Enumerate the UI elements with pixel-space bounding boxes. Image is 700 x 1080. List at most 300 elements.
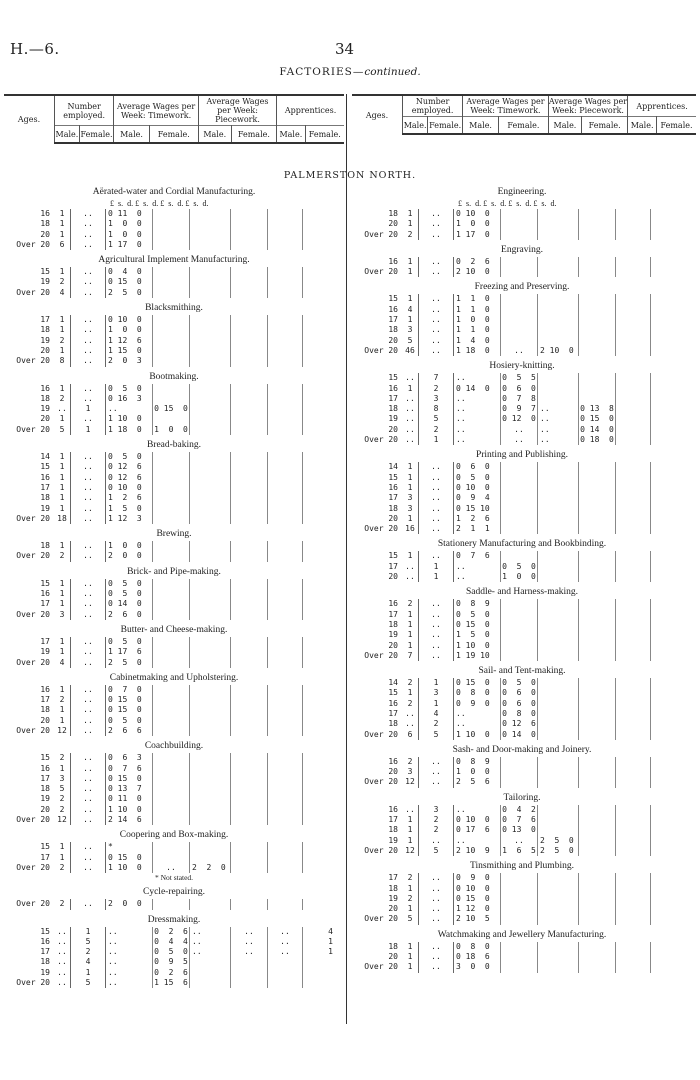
header-female: Female. [582, 117, 628, 135]
industry-title: Tailoring. [503, 792, 541, 803]
piece-wage-male-cell [538, 699, 579, 709]
time-wage-female-cell: 1 15 6 [153, 978, 190, 988]
age-cell: 16 [40, 684, 50, 694]
apprentices-female-cell [303, 336, 333, 346]
apprentices-male-cell [268, 863, 303, 873]
employed-male-cell: .. [54, 927, 71, 937]
apprentices-female-cell [303, 815, 333, 825]
piece-wage-male-cell: .. [538, 425, 579, 435]
piece-wage-female-cell [579, 942, 616, 952]
apprentices-female-cell [651, 846, 681, 856]
apprentices-male-cell [616, 688, 651, 698]
time-wage-female-cell [153, 356, 190, 366]
employed-male-cell: 1 [54, 209, 71, 219]
piece-wage-male-cell [538, 962, 579, 972]
apprentices-male-cell [268, 685, 303, 695]
age-cell: 19 [388, 835, 398, 845]
piece-wage-male-cell [538, 942, 579, 952]
apprentices-female-cell [651, 483, 681, 493]
employed-male-cell: 2 [54, 794, 71, 804]
table-row [352, 346, 692, 356]
piece-wage-female-cell [231, 394, 268, 404]
apprentices-female-cell [651, 219, 681, 229]
employed-male-cell: 2 [54, 805, 71, 815]
apprentices-female-cell [303, 805, 333, 815]
time-wage-female-cell [153, 493, 190, 503]
piece-wage-female-cell [231, 414, 268, 424]
header-male: Male. [55, 126, 80, 144]
apprentices-male-cell [616, 620, 651, 630]
piece-wage-female-cell [579, 825, 616, 835]
industry-title: Tinsmithing and Plumbing. [470, 861, 574, 872]
age-cell: 18 [40, 325, 50, 335]
age-cell: 17 [388, 708, 398, 718]
time-wage-male-cell: 1 18 0 [105, 425, 153, 435]
piece-wage-female-cell [579, 572, 616, 582]
piece-wage-female-cell [579, 325, 616, 335]
header-wages-time: Average Wages per Week: Timework. [114, 95, 199, 126]
table-row [4, 414, 344, 424]
header-male: Male. [198, 126, 231, 144]
industry-title: Freezing and Preserving. [474, 282, 570, 293]
time-wage-male-cell: 2 5 0 [105, 288, 153, 298]
employed-female-cell: 4 [85, 957, 91, 967]
piece-wage-male-cell [190, 579, 231, 589]
piece-wage-male-cell [190, 716, 231, 726]
employed-female-cell: 8 [433, 404, 439, 414]
age-cell: 20 [388, 952, 398, 962]
employed-female-cell: 3 [433, 688, 439, 698]
apprentices-female-cell [303, 726, 333, 736]
apprentices-female-cell [303, 452, 333, 462]
apprentices-female-cell [651, 257, 681, 267]
piece-wage-male-cell [190, 356, 231, 366]
piece-wage-male-cell: .. [538, 414, 579, 424]
time-wage-female-cell [501, 952, 538, 962]
apprentices-male-cell [268, 794, 303, 804]
age-cell: 14 [388, 462, 398, 472]
piece-wage-male-cell [190, 794, 231, 804]
piece-wage-female-cell [231, 483, 268, 493]
employed-female-cell: 5 [85, 978, 91, 988]
apprentices-female-cell [303, 863, 333, 873]
table-row [4, 599, 344, 609]
employed-male-cell: 1 [402, 209, 419, 219]
age-cell: 16 [40, 209, 50, 218]
employed-male-cell: 1 [402, 610, 419, 620]
piece-wage-female-cell [579, 551, 616, 561]
time-wage-female-cell: 0 4 2 [501, 805, 538, 815]
employed-male-cell: 2 [402, 230, 419, 240]
apprentices-female-cell [651, 894, 681, 904]
time-wage-male-cell: 0 7 0 [105, 685, 153, 695]
time-wage-female-cell [153, 647, 190, 657]
time-wage-female-cell [501, 767, 538, 777]
employed-female-cell: .. [431, 229, 441, 239]
age-cell: 15 [40, 926, 50, 936]
employed-male-cell: 1 [402, 315, 419, 325]
time-wage-female-cell: 0 9 5 [153, 957, 190, 967]
age-cell: Over 20 [16, 287, 50, 297]
piece-wage-male-cell [190, 647, 231, 657]
employed-male-cell: .. [402, 394, 419, 404]
employed-male-cell: 1 [54, 346, 71, 356]
age-cell: 18 [40, 784, 50, 794]
employed-female-cell: .. [83, 705, 93, 715]
employed-female-cell: .. [83, 609, 93, 619]
table-row [4, 462, 344, 472]
employed-female-cell: .. [431, 335, 441, 345]
time-wage-female-cell [501, 325, 538, 335]
apprentices-male-cell [268, 695, 303, 705]
piece-wage-female-cell [231, 842, 268, 852]
employed-female-cell: .. [83, 239, 93, 249]
employed-female-cell: .. [83, 647, 93, 657]
table-row [352, 757, 692, 767]
apprentices-male-cell [268, 356, 303, 366]
piece-wage-male-cell [190, 219, 231, 229]
piece-wage-female-cell [579, 894, 616, 904]
age-cell: 20 [388, 219, 398, 229]
apprentices-male-cell [616, 336, 651, 346]
age-cell: 18 [40, 393, 50, 403]
table-row [352, 962, 692, 972]
employed-male-cell: 5 [54, 425, 71, 435]
time-wage-male-cell: 2 10 0 [453, 267, 501, 277]
piece-wage-female-cell [579, 483, 616, 493]
table-row [352, 709, 692, 719]
time-wage-female-cell [501, 473, 538, 483]
time-wage-male-cell: 0 15 0 [105, 695, 153, 705]
employed-male-cell: 1 [54, 219, 71, 229]
page-title: FACTORIES—continued. [279, 66, 421, 78]
apprentices-female-cell [303, 551, 333, 561]
apprentices-female-cell [651, 414, 681, 424]
employed-male-cell: 46 [402, 346, 419, 356]
age-cell: 18 [388, 503, 398, 513]
table-row [4, 473, 344, 483]
apprentices-male-cell [268, 968, 303, 978]
piece-wage-female-cell [231, 404, 268, 414]
piece-wage-male-cell [190, 425, 231, 435]
age-cell: 16 [388, 698, 398, 708]
age-cell: 16 [40, 936, 50, 946]
industry-title: Coachbuilding. [144, 741, 204, 752]
industry-title: Sash- and Door-making and Joinery. [452, 744, 592, 755]
piece-wage-female-cell [579, 599, 616, 609]
time-wage-male-cell: 0 14 0 [453, 384, 501, 394]
time-wage-male-cell: 1 2 6 [105, 493, 153, 503]
age-cell: 18 [388, 619, 398, 629]
time-wage-female-cell [501, 599, 538, 609]
apprentices-male-cell [268, 541, 303, 551]
apprentices-female-cell [651, 514, 681, 524]
piece-wage-male-cell [190, 346, 231, 356]
apprentices-female-cell [303, 462, 333, 472]
piece-wage-female-cell [231, 853, 268, 863]
time-wage-male-cell: 0 10 0 [105, 315, 153, 325]
piece-wage-male-cell [190, 514, 231, 524]
apprentices-female-cell [651, 815, 681, 825]
employed-male-cell: .. [402, 572, 419, 582]
table-row [4, 716, 344, 726]
piece-wage-male-cell [538, 873, 579, 883]
employed-male-cell: 1 [402, 630, 419, 640]
time-wage-female-cell [153, 473, 190, 483]
table-row [4, 705, 344, 715]
apprentices-male-cell [616, 524, 651, 534]
piece-wage-male-cell [538, 620, 579, 630]
table-row [352, 315, 692, 325]
apprentices-female-cell [303, 493, 333, 503]
apprentices-male-cell [616, 805, 651, 815]
industry-title: Aërated-water and Cordial Manufacturing. [92, 187, 256, 197]
time-wage-male-cell: 2 10 5 [453, 914, 501, 924]
apprentices-female-cell [303, 425, 333, 435]
piece-wage-male-cell [190, 599, 231, 609]
employed-male-cell: .. [402, 805, 419, 815]
time-wage-female-cell [501, 757, 538, 767]
apprentices-female-cell [303, 774, 333, 784]
table-row [352, 678, 692, 688]
piece-wage-female-cell [231, 336, 268, 346]
industry-title: Stationery Manufacturing and Bookbinding. [437, 539, 607, 550]
apprentices-female-cell [303, 589, 333, 599]
piece-wage-female-cell [579, 873, 616, 883]
employed-male-cell: .. [402, 709, 419, 719]
piece-wage-female-cell [231, 230, 268, 240]
apprentices-female-cell: 1 [328, 936, 333, 946]
header-apprentices: Apprentices. [277, 95, 344, 126]
apprentices-male-cell [616, 846, 651, 856]
time-wage-female-cell [153, 240, 190, 250]
piece-wage-male-cell [538, 267, 579, 277]
employed-male-cell: 12 [402, 777, 419, 787]
table-row [352, 562, 692, 572]
age-cell: Over 20 [364, 524, 398, 534]
time-wage-male-cell: .. [105, 937, 153, 947]
time-wage-female-cell [501, 620, 538, 630]
employed-male-cell: 1 [54, 473, 71, 483]
employed-male-cell: 1 [402, 462, 419, 472]
apprentices-male-cell [616, 730, 651, 740]
employed-male-cell: 1 [54, 853, 71, 863]
apprentices-female-cell [651, 757, 681, 767]
time-wage-male-cell: 0 5 0 [105, 716, 153, 726]
employed-female-cell: .. [83, 578, 93, 588]
age-cell: Over 20 [16, 356, 50, 366]
employed-male-cell: .. [402, 562, 419, 572]
apprentices-female-cell [303, 209, 333, 219]
employed-female-cell: .. [83, 325, 93, 335]
time-wage-female-cell [153, 209, 190, 219]
piece-wage-female-cell [231, 541, 268, 551]
employed-female-cell: .. [431, 524, 441, 534]
piece-wage-female-cell [579, 394, 616, 404]
apprentices-female-cell [303, 978, 333, 988]
time-wage-male-cell: .. [453, 404, 501, 414]
piece-wage-female-cell [231, 579, 268, 589]
piece-wage-female-cell [579, 230, 616, 240]
time-wage-male-cell: 1 0 0 [453, 767, 501, 777]
age-cell: Over 20 [364, 267, 398, 277]
piece-wage-female-cell [579, 294, 616, 304]
time-wage-female-cell [501, 267, 538, 277]
piece-wage-male-cell [538, 884, 579, 894]
piece-wage-male-cell [538, 551, 579, 561]
employed-female-cell: .. [431, 756, 441, 766]
piece-wage-male-cell [190, 705, 231, 715]
apprentices-female-cell [651, 962, 681, 972]
employed-male-cell: 3 [402, 325, 419, 335]
header-female: Female. [499, 117, 549, 135]
employed-female-cell: .. [83, 725, 93, 735]
piece-wage-male-cell [538, 825, 579, 835]
apprentices-female-cell [303, 384, 333, 394]
piece-wage-male-cell [538, 514, 579, 524]
age-cell: 16 [388, 599, 398, 609]
employed-female-cell: .. [431, 472, 441, 482]
piece-wage-female-cell [231, 425, 268, 435]
apprentices-male-cell [616, 394, 651, 404]
time-wage-male-cell: 1 1 0 [453, 325, 501, 335]
age-cell: 17 [388, 873, 398, 883]
table-row [4, 774, 344, 784]
employed-female-cell: .. [83, 599, 93, 609]
table-row [4, 589, 344, 599]
employed-female-cell: 1 [85, 424, 91, 434]
piece-wage-male-cell [190, 209, 231, 219]
header-male: Male. [628, 117, 657, 135]
apprentices-male-cell [268, 647, 303, 657]
apprentices-male-cell [268, 404, 303, 414]
time-wage-female-cell [153, 267, 190, 277]
piece-wage-female-cell: 0 14 0 [579, 425, 616, 435]
employed-male-cell: 1 [402, 688, 419, 698]
age-cell: Over 20 [364, 962, 398, 972]
piece-wage-male-cell [538, 599, 579, 609]
employed-male-cell: 1 [402, 641, 419, 651]
age-cell: 19 [40, 335, 50, 345]
apprentices-female-cell [303, 899, 333, 909]
industry-title: Saddle- and Harness-making. [465, 587, 579, 598]
employed-male-cell: 1 [54, 589, 71, 599]
piece-wage-female-cell [579, 688, 616, 698]
age-cell: 20 [40, 229, 50, 239]
age-cell: Over 20 [364, 845, 398, 855]
apprentices-female-cell [651, 719, 681, 729]
apprentices-male-cell [616, 757, 651, 767]
time-wage-female-cell [153, 219, 190, 229]
age-cell: 19 [388, 630, 398, 640]
time-wage-female-cell [501, 610, 538, 620]
employed-male-cell: 3 [54, 610, 71, 620]
age-cell: Over 20 [16, 609, 50, 619]
time-wage-female-cell [501, 315, 538, 325]
employed-female-cell: 1 [85, 404, 91, 414]
age-cell: 16 [40, 589, 50, 599]
employed-male-cell: .. [402, 414, 419, 424]
piece-wage-male-cell [190, 315, 231, 325]
table-row [352, 688, 692, 698]
time-wage-female-cell [153, 805, 190, 815]
employed-female-cell: .. [83, 852, 93, 862]
apprentices-female-cell [303, 240, 333, 250]
piece-wage-female-cell [231, 551, 268, 561]
employed-male-cell: 1 [402, 942, 419, 952]
employed-male-cell: 2 [54, 394, 71, 404]
employed-female-cell: .. [431, 493, 441, 503]
age-cell: 20 [388, 572, 398, 582]
header-ages: Ages. [4, 95, 55, 143]
apprentices-male-cell [616, 425, 651, 435]
time-wage-male-cell: .. [453, 562, 501, 572]
apprentices-female-cell [303, 685, 333, 695]
employed-male-cell: 1 [402, 620, 419, 630]
apprentices-female-cell [303, 716, 333, 726]
piece-wage-female-cell [579, 315, 616, 325]
apprentices-female-cell [651, 641, 681, 651]
table-row [352, 336, 692, 346]
table-row [352, 952, 692, 962]
piece-wage-male-cell [538, 473, 579, 483]
piece-wage-female-cell [579, 346, 616, 356]
apprentices-female-cell [651, 599, 681, 609]
apprentices-male-cell [268, 315, 303, 325]
table-row [352, 257, 692, 267]
table-row [4, 637, 344, 647]
piece-wage-female-cell [231, 462, 268, 472]
employed-male-cell: .. [54, 937, 71, 947]
time-wage-female-cell [501, 551, 538, 561]
employed-female-cell: .. [431, 835, 441, 845]
employed-female-cell: .. [83, 815, 93, 825]
table-row [352, 483, 692, 493]
age-cell: 20 [40, 345, 50, 355]
piece-wage-female-cell [231, 863, 268, 873]
piece-wage-male-cell [538, 719, 579, 729]
table-row [4, 753, 344, 763]
age-cell: 14 [388, 678, 398, 688]
time-wage-male-cell: 2 5 6 [453, 777, 501, 787]
employed-female-cell: .. [83, 335, 93, 345]
piece-wage-male-cell [538, 757, 579, 767]
piece-wage-male-cell: .. [538, 404, 579, 414]
piece-wage-male-cell [190, 968, 231, 978]
apprentices-male-cell [616, 777, 651, 787]
employed-female-cell: .. [431, 609, 441, 619]
employed-male-cell: 1 [54, 462, 71, 472]
time-wage-female-cell [501, 257, 538, 267]
table-row [4, 219, 344, 229]
employed-male-cell: 6 [402, 730, 419, 740]
age-cell: 17 [40, 947, 50, 957]
employed-female-cell: .. [83, 842, 93, 852]
time-wage-male-cell: .. [453, 394, 501, 404]
piece-wage-female-cell [231, 599, 268, 609]
apprentices-male-cell [616, 373, 651, 383]
table-row [4, 726, 344, 736]
employed-female-cell: .. [83, 513, 93, 523]
table-row [352, 462, 692, 472]
table-row [352, 373, 692, 383]
employed-female-cell: .. [83, 695, 93, 705]
time-wage-female-cell: .. [501, 346, 538, 356]
age-cell: 17 [388, 493, 398, 503]
employed-male-cell: 8 [54, 356, 71, 366]
apprentices-male-cell [616, 562, 651, 572]
employed-male-cell: 1 [54, 315, 71, 325]
